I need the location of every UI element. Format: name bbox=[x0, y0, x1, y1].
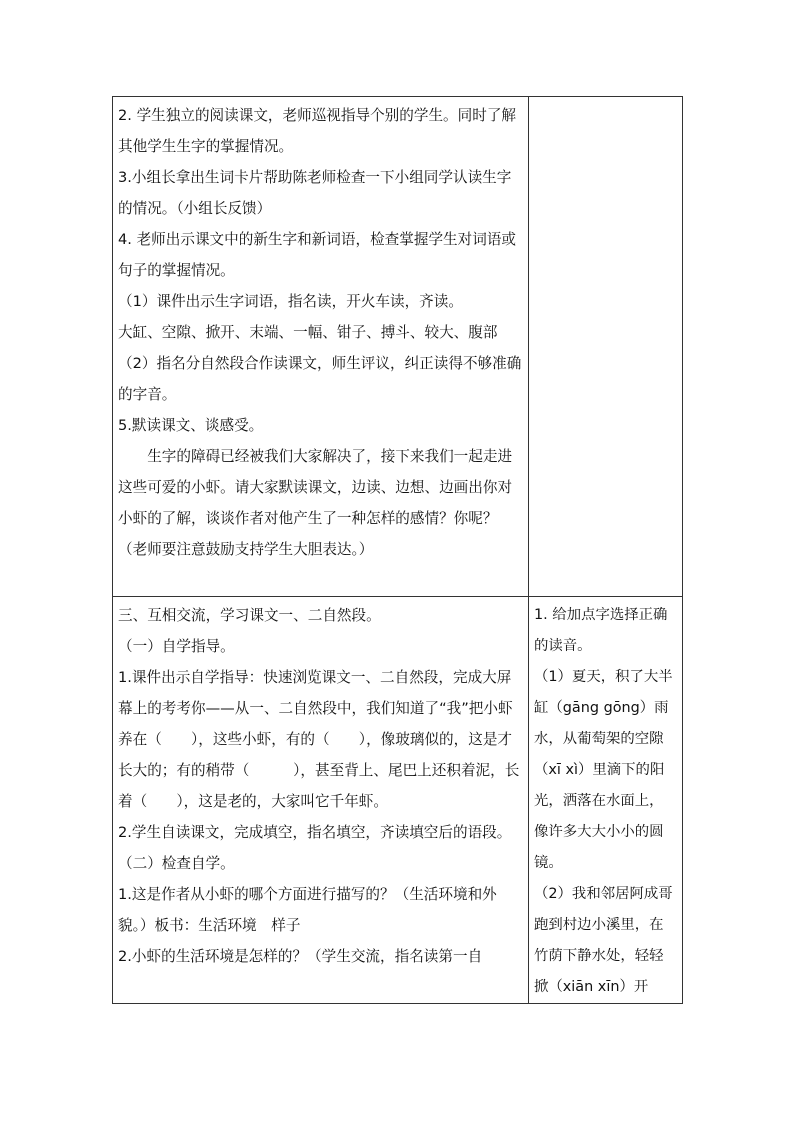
paragraph: 生字的障碍已经被我们大家解决了，接下来我们一起走进这些可爱的小虾。请大家默读课文，边读、边想、边画出你对小虾的了解，谈谈作者对他产生了一种怎样的感情？你呢？（老师要注意鼓励支持学生大胆表达。） bbox=[118, 448, 513, 558]
paragraph: 1.课件出示自学指导：快速浏览课文一、二自然段，完成大屏幕上的考考你——从一、二自然段中，我们知道了“我”把小虾养在（ ），这些小虾，有的（ ），像玻璃似的，这是才长大的；有的稍带（ ），甚至背上、尾巴上还积着泥，长着（ ），这是老的，大家叫它千年虾。 bbox=[118, 669, 520, 810]
paragraph: （2）指名分自然段合作读课文，师生评议，纠正读得不够准确的字音。 bbox=[118, 355, 522, 403]
paragraph: （1）课件出示生字词语，指名读，开火车读，齐读。 bbox=[118, 293, 463, 310]
paragraph: （一）自学指导。 bbox=[118, 638, 235, 655]
teaching-process-cell bbox=[113, 597, 529, 1004]
notes-cell bbox=[529, 97, 683, 597]
lesson-plan-table bbox=[112, 96, 683, 1004]
table-row bbox=[113, 97, 683, 597]
paragraph: 3.小组长拿出生词卡片帮助陈老师检查一下小组同学认读生字的情况。（小组长反馈） bbox=[118, 169, 512, 217]
table-row bbox=[113, 597, 683, 1004]
paragraph: （二）检查自学。 bbox=[118, 855, 235, 872]
paragraph: 2. 学生独立的阅读课文，老师巡视指导个别的学生。同时了解其他学生生字的掌握情况。 bbox=[118, 107, 517, 155]
paragraph: 1.这是作者从小虾的哪个方面进行描写的？（生活环境和外貌。）板书：生活环境 样子 bbox=[118, 886, 497, 934]
exercise-paragraph: 1. 给加点字选择正确的读音。 bbox=[534, 607, 668, 654]
section-heading: 三、互相交流，学习课文一、二自然段。 bbox=[118, 607, 381, 624]
paragraph: 4. 老师出示课文中的新生字和新词语，检查掌握学生对词语或句子的掌握情况。 bbox=[118, 231, 517, 279]
paragraph: 5.默读课文、谈感受。 bbox=[118, 417, 264, 434]
paragraph: 2.学生自读课文，完成填空，指名填空，齐读填空后的语段。 bbox=[118, 824, 512, 841]
paragraph: 2.小虾的生活环境是怎样的？（学生交流，指名读第一自 bbox=[118, 948, 483, 965]
exercise-paragraph: （2）我和邻居阿成哥跑到村边小溪里，在竹荫下静水处，轻轻掀（xiān xīn）开 bbox=[534, 886, 673, 995]
exercise-cell bbox=[529, 597, 683, 1004]
teaching-process-cell bbox=[113, 97, 529, 597]
exercise-paragraph: （1）夏天，积了大半缸（gāng gōng）雨水，从葡萄架的空隙（xī xì）里滴下的阳光，洒落在水面上，像许多大大小小的圆镜。 bbox=[534, 669, 673, 871]
paragraph: 大缸、空隙、掀开、末端、一幅、钳子、搏斗、较大、腹部 bbox=[118, 324, 498, 341]
